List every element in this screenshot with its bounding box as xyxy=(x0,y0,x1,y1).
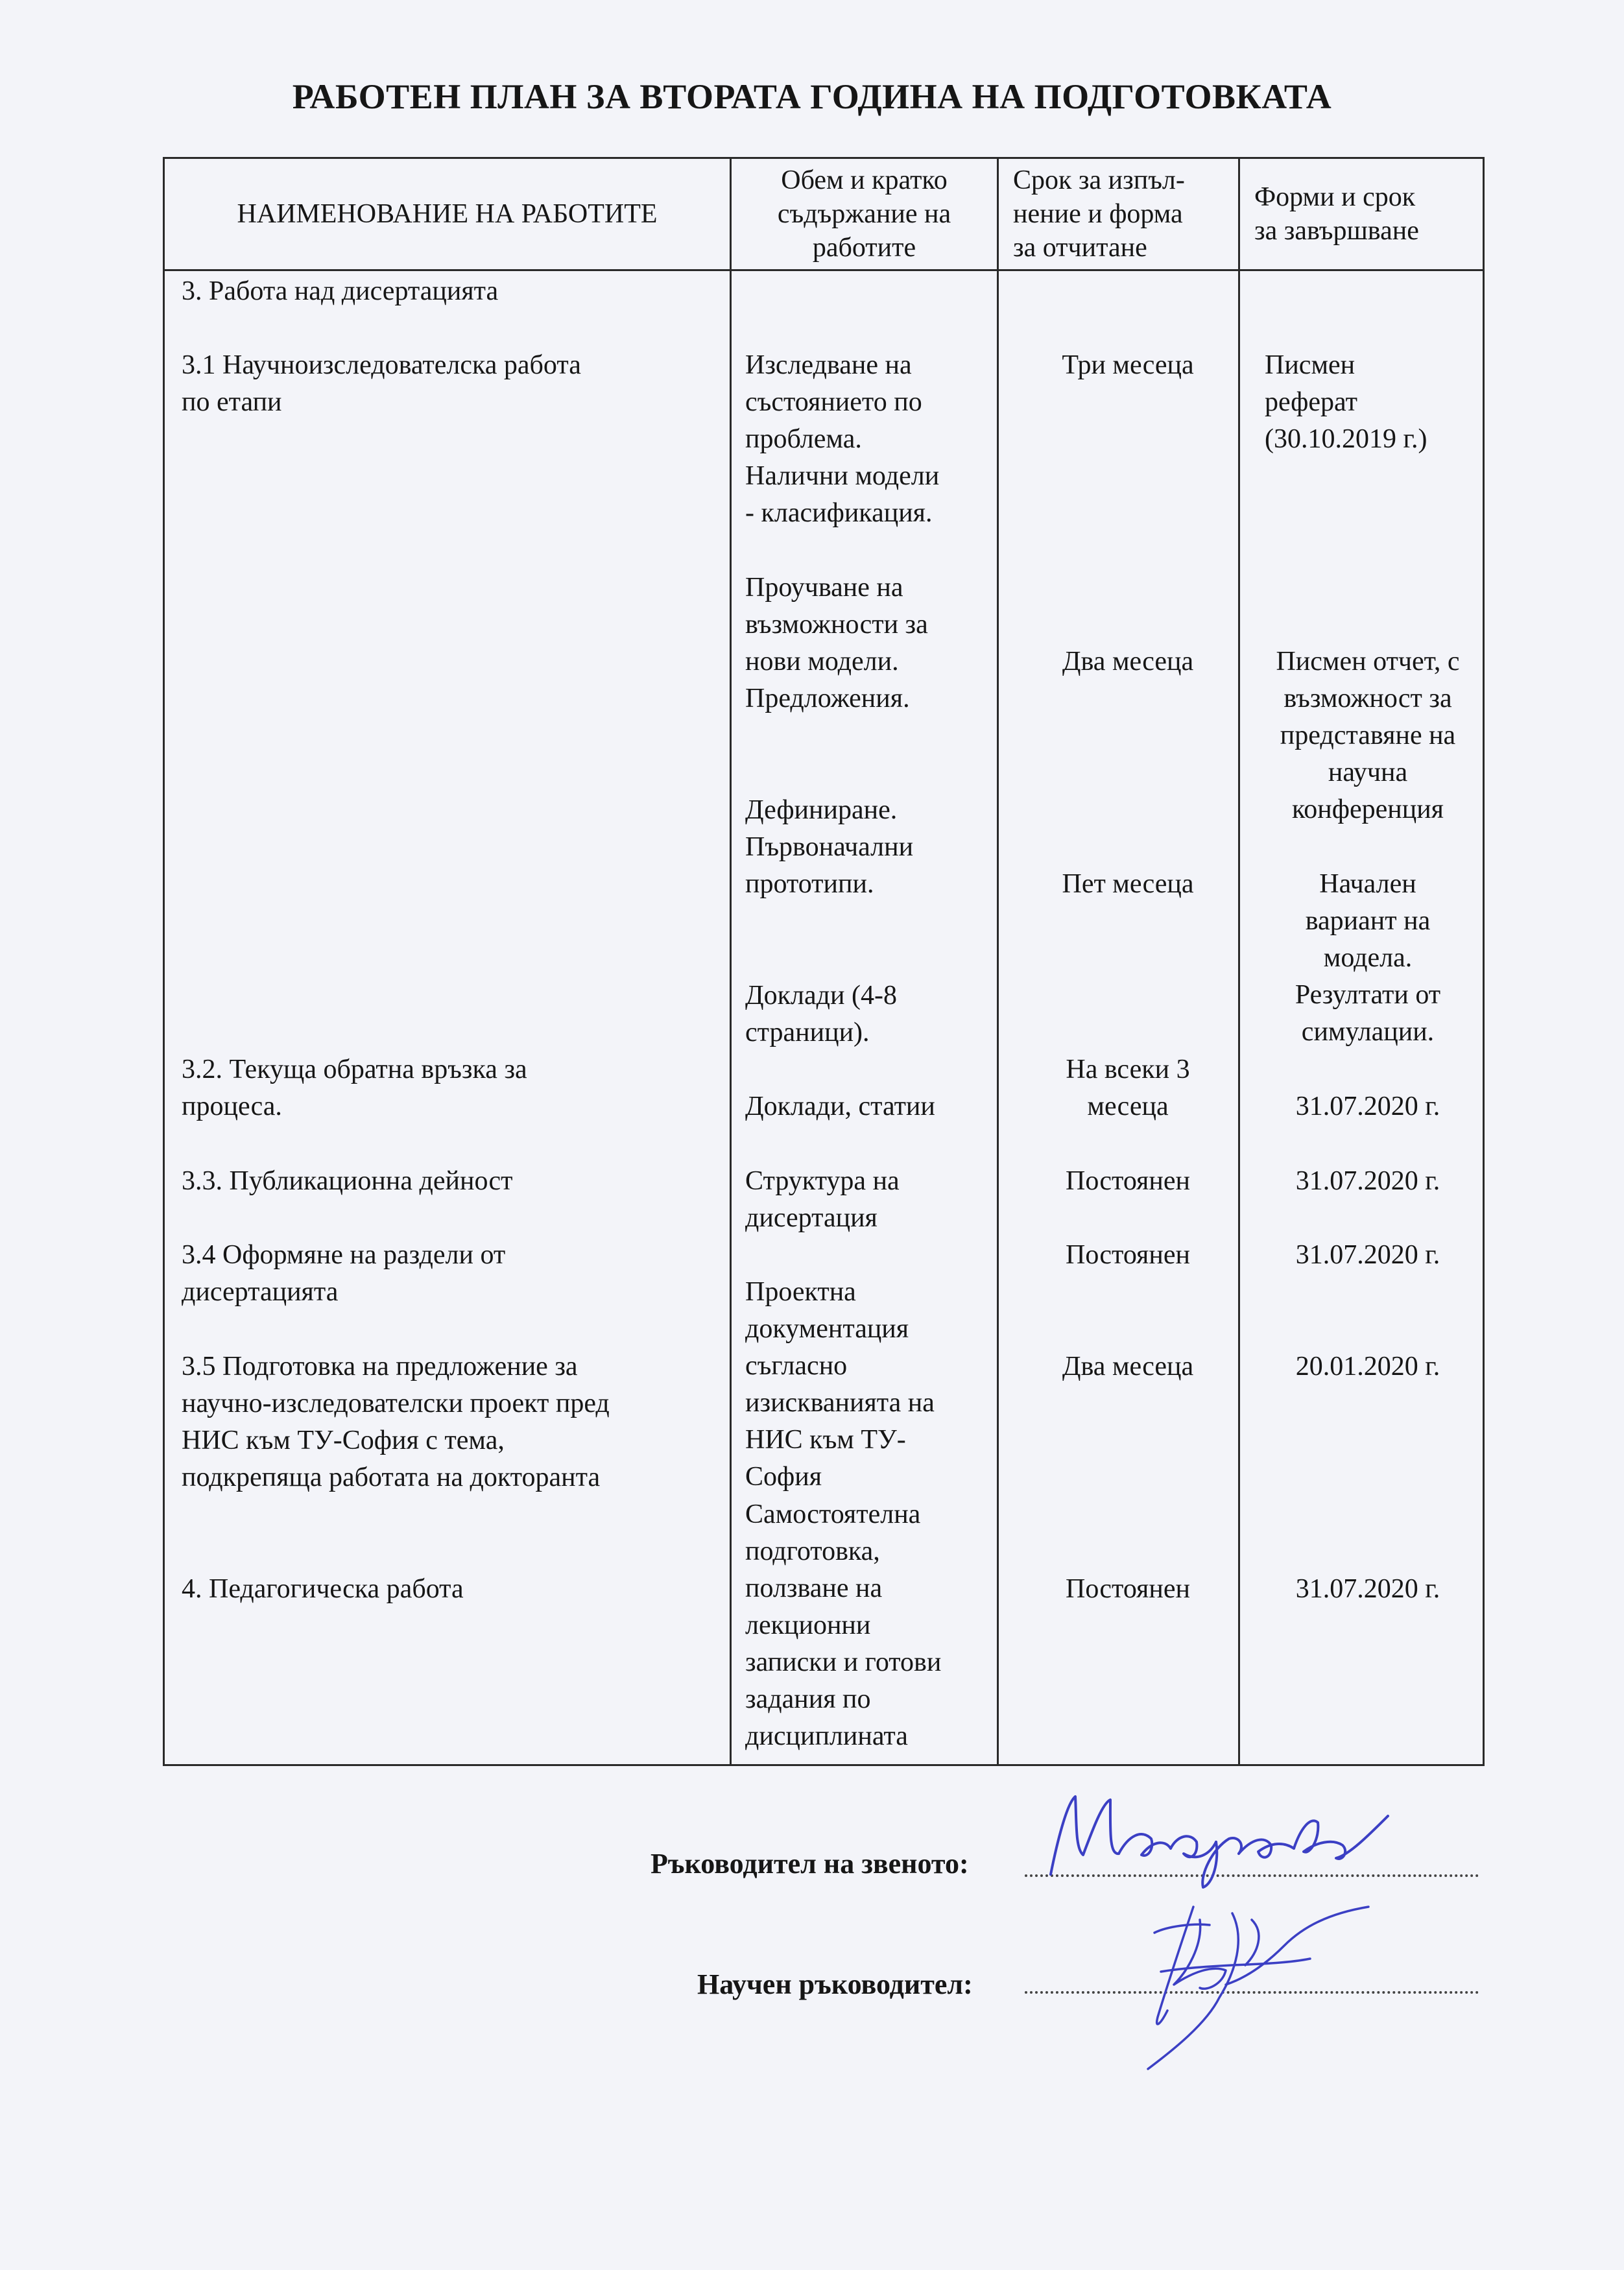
task-4-form: 31.07.2020 г. xyxy=(1295,1574,1440,1604)
task-3-1c-content: Дефиниране. Първоначални прототипи. xyxy=(745,795,914,899)
task-3-2-content: Доклади, статии xyxy=(745,1092,935,1121)
header-content: Обем и кратко съдържание на работите xyxy=(777,165,951,263)
task-3-5-form: 20.01.2020 г. xyxy=(1295,1352,1440,1381)
supervisor-label: Научен ръководител: xyxy=(697,1968,973,2000)
header-work-name: НАИМЕНОВАНИЕ НА РАБОТИТЕ xyxy=(237,199,658,229)
task-3-5-term: Два месеца xyxy=(1062,1352,1194,1381)
task-3-3-form: 31.07.2020 г. xyxy=(1295,1166,1440,1196)
task-3-2-form: 31.07.2020 г. xyxy=(1295,1092,1440,1121)
task-3-2-term: На всеки 3 месеца xyxy=(1066,1055,1190,1121)
task-3-1a-content: Изследване на състоянието по проблема. Налични модели - класификация. xyxy=(745,350,940,528)
header-completion: Форми и срок за завършване xyxy=(1254,182,1419,246)
task-3-1d-content: Доклади (4-8 страници). xyxy=(745,981,897,1047)
task-3-4-term: Постоянен xyxy=(1066,1240,1190,1270)
task-4-name: 4. Педагогическа работа xyxy=(182,1574,464,1604)
task-3-1c-form: Начален вариант на модела. Резултати от симулации. xyxy=(1295,869,1441,1047)
task-3-1b-form: Писмен отчет, с възможност за представяне на научна конференция xyxy=(1276,647,1460,824)
unit-head-label: Ръководител на звеното: xyxy=(651,1848,969,1880)
task-3-1-name: 3.1 Научноизследователска работа по етапи xyxy=(182,350,581,417)
task-4-content: Самостоятелна подготовка, ползване на лекционни записки и готови задания по дисциплината xyxy=(745,1499,942,1751)
task-4-term: Постоянен xyxy=(1066,1574,1190,1604)
task-3-1b-term: Два месеца xyxy=(1062,647,1194,676)
unit-head-signature xyxy=(1038,1777,1401,1894)
section-3-title: 3. Работа над дисертацията xyxy=(182,276,499,306)
work-plan-table xyxy=(163,157,1485,1766)
task-3-3-content: Структура на дисертация xyxy=(745,1166,900,1233)
header-term: Срок за изпъл- нение и форма за отчитане xyxy=(1013,165,1185,263)
column-divider xyxy=(730,159,732,1764)
task-3-1c-term: Пет месеца xyxy=(1062,869,1194,899)
task-3-3-name: 3.3. Публикационна дейност xyxy=(182,1166,513,1196)
page-title: РАБОТЕН ПЛАН ЗА ВТОРАТА ГОДИНА НА ПОДГОТОВКАТА xyxy=(292,77,1332,116)
task-3-5-name: 3.5 Подготовка на предложение за научно-изследователски проект пред НИС към ТУ-София с тема, подкрепяща работата на докторанта xyxy=(182,1352,610,1492)
task-3-1a-form: Писмен реферат (30.10.2019 г.) xyxy=(1265,350,1427,454)
supervisor-signature xyxy=(1096,1894,1459,2082)
task-3-1a-term: Три месеца xyxy=(1062,350,1194,380)
task-3-5-content: Проектна документация съгласно изискванията на НИС към ТУ- София xyxy=(745,1277,935,1492)
header-divider xyxy=(165,269,1483,271)
task-3-4-name: 3.4 Оформяне на раздели от дисертацията xyxy=(182,1240,506,1307)
task-3-4-form: 31.07.2020 г. xyxy=(1295,1240,1440,1270)
column-divider xyxy=(1238,159,1240,1764)
task-3-3-term: Постоянен xyxy=(1066,1166,1190,1196)
task-3-2-name: 3.2. Текуща обратна връзка за процеса. xyxy=(182,1055,527,1121)
task-3-1b-content: Проучване на възможности за нови модели. Предложения. xyxy=(745,573,928,713)
